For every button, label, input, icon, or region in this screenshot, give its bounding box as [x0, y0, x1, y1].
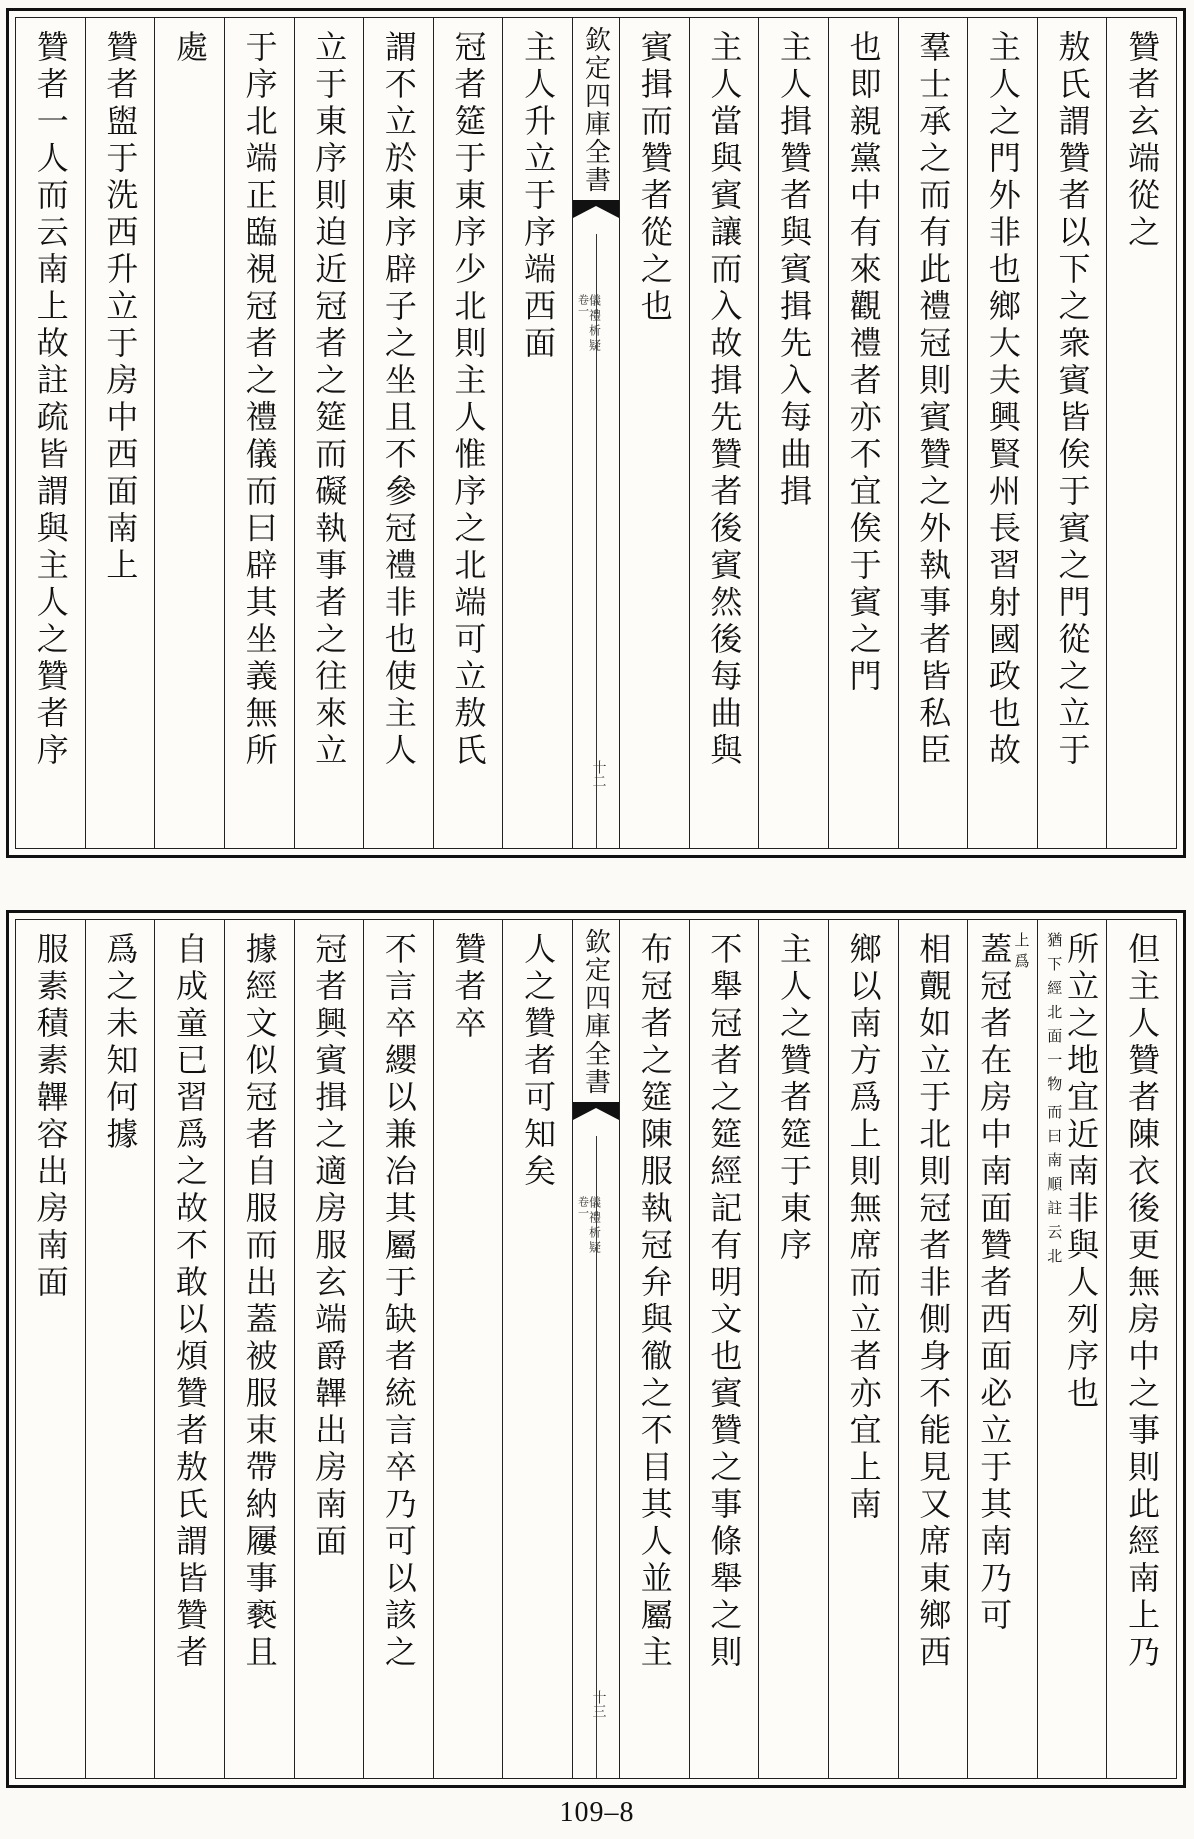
column-text: 鄉以南方爲上則無席而立者亦宜上南	[844, 932, 883, 1524]
interlinear-note: 上爲	[1012, 932, 1031, 974]
text-column	[758, 18, 828, 848]
text-column	[619, 920, 689, 1778]
fold-volume: 卷一	[576, 1196, 590, 1218]
fishtail-mark-icon	[573, 1102, 619, 1132]
column-text: 服素積素韠容出房南面	[31, 932, 70, 1302]
book-title: 欽定四庫全書	[580, 26, 611, 194]
column-text: 自成童已習爲之故不敢以煩贊者敖氏謂皆贊者	[170, 932, 209, 1672]
fold-volume: 卷一	[576, 294, 590, 316]
text-column	[294, 18, 364, 848]
text-column	[828, 18, 898, 848]
text-column	[1037, 18, 1107, 848]
text-column	[1106, 18, 1176, 848]
fishtail-mark-icon	[573, 200, 619, 230]
text-column	[502, 18, 572, 848]
column-text: 相覿如立于北則冠者非側身不能見又席東鄉西	[914, 932, 953, 1672]
interlinear-note	[1045, 932, 1062, 1778]
column-text: 處	[170, 30, 209, 67]
column-text: 主人之贊者筵于東序	[774, 932, 813, 1265]
text-column	[502, 920, 572, 1778]
fold-page-mark: 十二	[590, 760, 607, 788]
column-text: 主人揖贊者與賓揖先入每曲揖	[774, 30, 813, 511]
text-column	[828, 920, 898, 1778]
column-text: 贊者卒	[449, 932, 488, 1043]
text-column	[294, 920, 364, 1778]
column-text	[975, 920, 1029, 1778]
text-column	[16, 920, 85, 1778]
column-text: 敖氏謂贊者以下之衆賓皆俟于賓之門從之立于	[1053, 30, 1092, 770]
column-text: 不言卒纓以兼冶其屬于缺者統言卒乃可以該之	[379, 932, 418, 1672]
center-fold-column	[572, 920, 619, 1778]
upper-page-frame	[15, 17, 1177, 849]
text-column	[433, 920, 503, 1778]
column-text: 爲之未知何據	[101, 932, 140, 1154]
column-text: 主人之門外非也鄉大夫興賢州長習射國政也故	[983, 30, 1022, 770]
page-number: 109–8	[559, 1797, 635, 1828]
text-column	[154, 920, 224, 1778]
fold-page-mark: 十三	[590, 1690, 607, 1718]
fold-line	[576, 1136, 607, 1778]
text-column	[689, 18, 759, 848]
column-text: 羣士承之而有此禮冠則賓贊之外執事者皆私臣	[914, 30, 953, 770]
fold-book-name: 儀禮析疑	[587, 1196, 602, 1256]
fold-book-name: 儀禮析疑	[587, 294, 602, 354]
column-text: 于序北端正臨視冠者之禮儀而曰辟其坐義無所	[240, 30, 279, 770]
column-text: 布冠者之筵陳服執冠弁與徹之不目其人並屬主	[635, 932, 674, 1672]
center-fold-column	[572, 18, 619, 848]
text-column	[898, 920, 968, 1778]
column-text: 不舉冠者之筵經記有明文也賓贊之事條舉之則	[705, 932, 744, 1672]
text-column	[898, 18, 968, 848]
text-column	[758, 920, 828, 1778]
text-column	[1106, 920, 1176, 1778]
text-column	[363, 18, 433, 848]
column-main-text: 蓋冠者在房中南面贊者西面必立于其南乃可	[975, 932, 1014, 1635]
column-main-text: 所立之地宜近南非與人列序也	[1062, 932, 1101, 1413]
column-text: 主人當與賓讓而入故揖先贊者後賓然後每曲與	[705, 30, 744, 770]
text-column	[85, 18, 155, 848]
column-text: 但主人贊者陳衣後更無房中之事則此經南上乃	[1123, 932, 1162, 1672]
note-line: 猶下經北面一物	[1045, 932, 1064, 1100]
upper-page	[6, 8, 1186, 858]
text-column	[967, 18, 1037, 848]
text-column	[1037, 920, 1107, 1778]
column-text: 贊者盥于洗西升立于房中西面南上	[101, 30, 140, 585]
text-column	[967, 920, 1037, 1778]
text-column	[689, 920, 759, 1778]
column-text	[1045, 920, 1099, 1778]
column-text: 人之贊者可知矣	[519, 932, 558, 1191]
column-text: 冠者興賓揖之適房服玄端爵韠出房南面	[310, 932, 349, 1561]
text-column	[85, 920, 155, 1778]
lower-page-frame	[15, 919, 1177, 1779]
column-text: 賓揖而贊者從之也	[635, 30, 674, 326]
note-line: 而曰南順註云北	[1045, 1104, 1064, 1272]
column-text: 據經文似冠者自服而出蓋被服束帶納屨事褻且	[240, 932, 279, 1672]
book-title: 欽定四庫全書	[580, 928, 611, 1096]
text-column	[224, 18, 294, 848]
column-text: 冠者筵于東序少北則主人惟序之北端可立敖氏	[449, 30, 488, 770]
text-column	[363, 920, 433, 1778]
column-text: 立于東序則迫近冠者之筵而礙執事者之往來立	[310, 30, 349, 770]
text-column	[224, 920, 294, 1778]
column-text: 贊者玄端從之	[1123, 30, 1162, 252]
column-text: 主人升立于序端西面	[519, 30, 558, 363]
column-text: 謂不立於東序辟子之坐且不參冠禮非也使主人	[379, 30, 418, 770]
text-column	[16, 18, 85, 848]
text-column	[619, 18, 689, 848]
text-column	[154, 18, 224, 848]
column-text: 也即親黨中有來觀禮者亦不宜俟于賓之門	[844, 30, 883, 696]
text-column	[433, 18, 503, 848]
lower-page	[6, 910, 1186, 1788]
fold-line	[576, 234, 607, 848]
column-text: 贊者一人而云南上故註疏皆謂與主人之贊者序	[31, 30, 70, 770]
